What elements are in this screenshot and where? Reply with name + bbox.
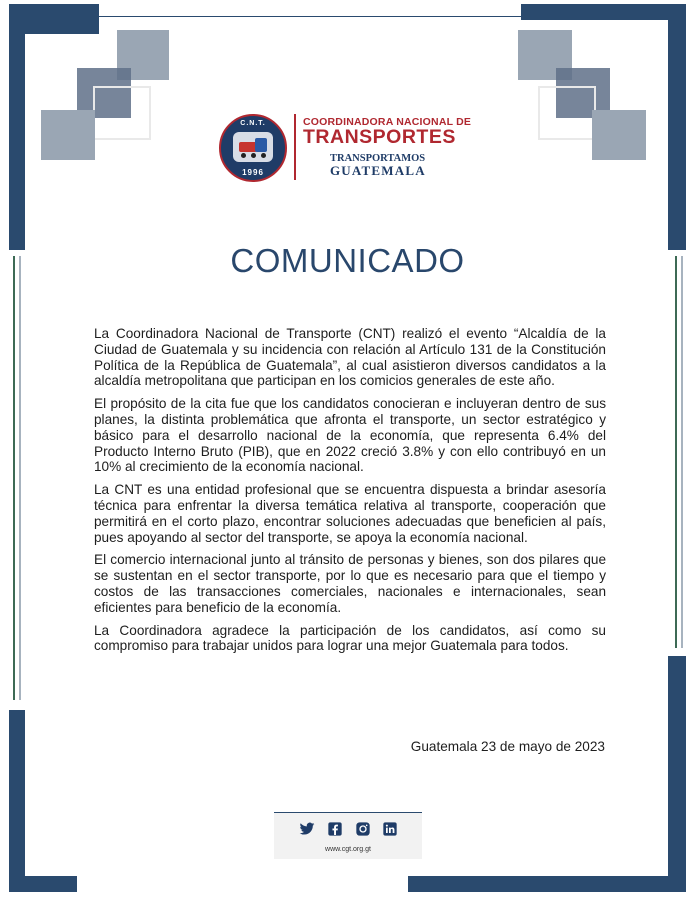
tagline-line2: GUATEMALA bbox=[330, 163, 426, 178]
frame-right-stripe bbox=[675, 256, 677, 648]
frame-bottom-left-block bbox=[9, 876, 77, 892]
frame-right-stripe-2 bbox=[681, 256, 683, 648]
seal-year-text: 1996 bbox=[242, 168, 264, 177]
linkedin-icon[interactable] bbox=[382, 821, 398, 837]
decor-square bbox=[592, 110, 646, 160]
frame-right-bar-bottom bbox=[668, 656, 686, 892]
org-name-line1: COORDINADORA NACIONAL DE bbox=[303, 116, 472, 128]
frame-top-rule bbox=[99, 16, 521, 17]
footer-website-link[interactable]: www.cgt.org.gt bbox=[325, 846, 371, 853]
twitter-icon[interactable] bbox=[299, 821, 315, 837]
frame-left-stripe bbox=[13, 256, 15, 700]
instagram-icon[interactable] bbox=[355, 821, 371, 837]
tagline-line1: TRANSPORTAMOS bbox=[330, 153, 426, 164]
frame-left-bar-top bbox=[9, 4, 25, 250]
seal-top-text: C.N.T. bbox=[240, 120, 266, 127]
date-signoff: Guatemala 23 de mayo de 2023 bbox=[410, 739, 605, 754]
frame-bottom-right-block bbox=[408, 876, 686, 892]
frame-top-right-block bbox=[521, 4, 686, 20]
body-paragraph: La CNT es una entidad profesional que se encuentra dispuesta a brindar asesoría técnica para enfrentar la diversa temática relativa al transporte, cooperación que permitirá en el corto plazo, encontrar soluciones adecuadas que beneficien al país, pues apoyando al sector del transporte, se apoya la economía nacional. bbox=[94, 482, 606, 545]
decor-square bbox=[41, 110, 95, 160]
truck-icon bbox=[233, 132, 273, 162]
logo-divider bbox=[294, 114, 296, 180]
body-paragraph: La Coordinadora agradece la participación de los candidatos, así como su compromiso para trabajar unidos para lograr una mejor Guatemala para todos. bbox=[94, 622, 606, 654]
frame-left-bar-bottom bbox=[9, 710, 25, 892]
body-paragraph: El propósito de la cita fue que los candidatos conocieran e incluyeran dentro de sus planes, la distinta problemática que afronta el transporte, un sector estratégico y básico para el desarrollo nacional de la economía, que representa 6.4% del Producto Interno Bruto (PIB), que en 2022 creció 3.8% y con ello contribuyó en un 10% al crecimiento de la economía nacional. bbox=[94, 396, 606, 475]
cnt-seal-logo bbox=[219, 114, 287, 182]
decor-square-outline bbox=[93, 86, 151, 140]
decor-square-outline bbox=[538, 86, 596, 140]
body-paragraph: La Coordinadora Nacional de Transporte (CNT) realizó el evento “Alcaldía de la Ciudad de Guatemala y su incidencia con relación al Artículo 131 de la Constitución Política de la República de Guatemala”, al cual asistieron diversos candidatos a la alcaldía metropolitana que participan en los comicios generales de este año. bbox=[94, 326, 606, 389]
frame-left-stripe-2 bbox=[19, 256, 21, 700]
document-title: COMUNICADO bbox=[230, 242, 465, 279]
facebook-icon[interactable] bbox=[327, 821, 343, 837]
body-paragraph: El comercio internacional junto al tránsito de personas y bienes, son dos pilares que se sustentan en el sector transporte, por lo que es necesario para que el tiempo y costos de las transacciones comerciales, nacionales e internacionales, sean eficientes para beneficio de la economía. bbox=[94, 552, 606, 615]
document-body bbox=[94, 326, 606, 661]
frame-right-bar-top bbox=[668, 4, 686, 250]
org-name-line2: TRANSPORTES bbox=[303, 126, 456, 148]
